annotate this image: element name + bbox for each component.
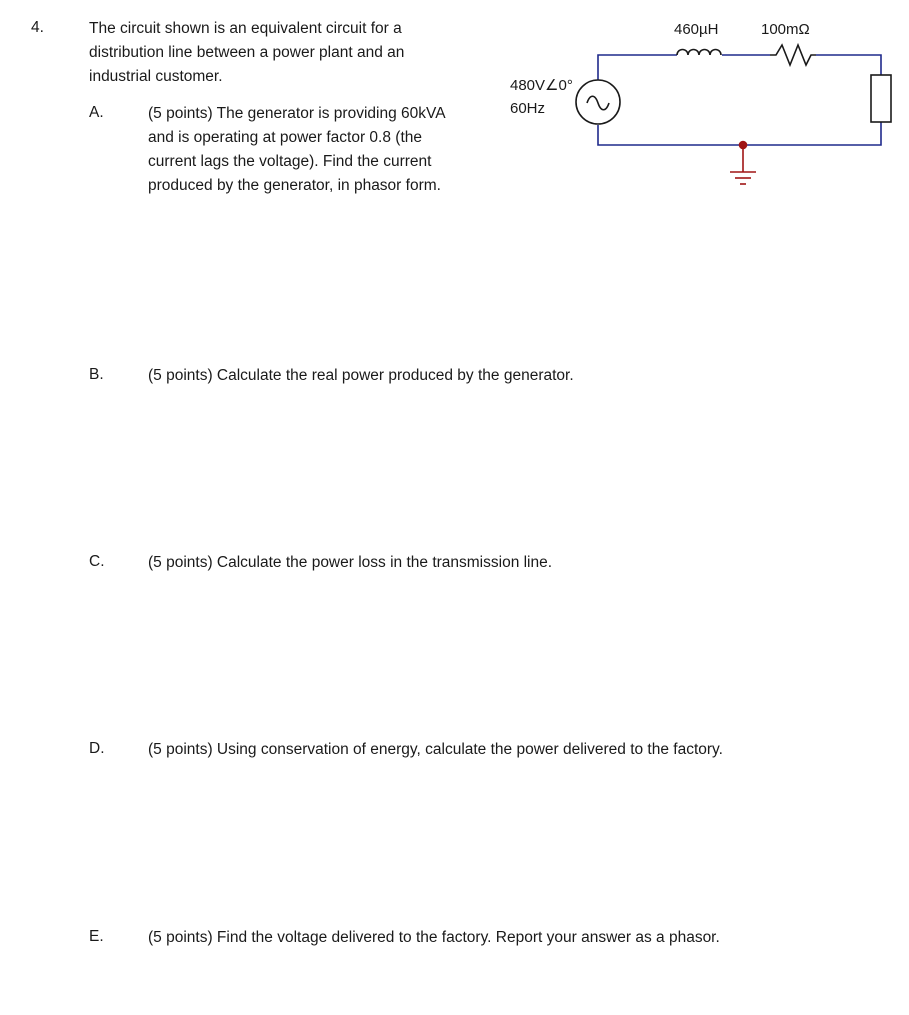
top-wire-right <box>816 55 881 75</box>
resistor-symbol <box>770 45 816 65</box>
intro-line: The circuit shown is an equivalent circuit for a <box>89 20 402 37</box>
part-a-line: current lags the voltage). Find the current <box>148 153 432 170</box>
part-d-text: (5 points) Using conservation of energy, calculate the power delivered to the factory. <box>148 741 723 758</box>
part-e-text: (5 points) Find the voltage delivered to the factory. Report your answer as a phasor. <box>148 929 720 946</box>
part-b-text: (5 points) Calculate the real power produced by the generator. <box>148 367 574 384</box>
intro-line: distribution line between a power plant and an <box>89 44 405 61</box>
source-frequency-label: 60Hz <box>510 100 546 117</box>
source-voltage-label: 480V∠0° <box>510 77 573 94</box>
bottom-wire <box>598 122 881 145</box>
part-b-letter: B. <box>89 366 104 383</box>
top-wire <box>598 55 677 80</box>
part-e-letter: E. <box>89 928 104 945</box>
part-c-letter: C. <box>89 553 105 570</box>
part-a-line: produced by the generator, in phasor form. <box>148 177 441 194</box>
part-a-text <box>148 102 488 198</box>
part-c-text: (5 points) Calculate the power loss in the transmission line. <box>148 554 553 571</box>
load-box <box>871 75 891 122</box>
question-number: 4. <box>31 19 44 36</box>
part-a-line: (5 points) The generator is providing 60kVA <box>148 105 446 122</box>
part-a-line: and is operating at power factor 0.8 (the <box>148 129 422 146</box>
part-d-letter: D. <box>89 740 105 757</box>
resistor-label: 100mΩ <box>761 21 810 38</box>
inductor-symbol <box>677 50 721 56</box>
ground-icon <box>730 142 756 185</box>
intro-line: industrial customer. <box>89 68 223 85</box>
inductor-label: 460µH <box>674 21 719 38</box>
part-a-letter: A. <box>89 104 104 121</box>
